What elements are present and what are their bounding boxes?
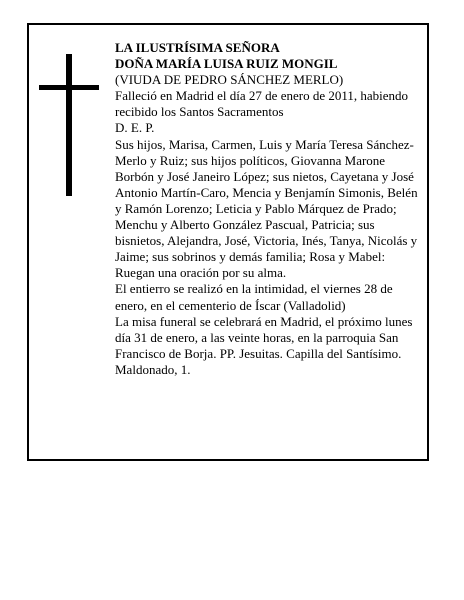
widow-of-line: (VIUDA DE PEDRO SÁNCHEZ MERLO) — [115, 72, 344, 88]
cross-horizontal-bar — [39, 85, 99, 90]
rip-line: D. E. P. — [115, 120, 155, 136]
cross-icon — [39, 54, 99, 196]
deceased-name: DOÑA MARÍA LUISA RUIZ MONGIL — [115, 56, 338, 72]
cross-vertical-bar — [66, 54, 72, 196]
death-info: Falleció en Madrid el día 27 de enero de 2011, habiendo recibido los Santos Sacramentos — [115, 88, 409, 120]
funeral-mass-info: La misa funeral se celebrará en Madrid, el próximo lunes día 31 de enero, a las veinte horas, en la parroquia San Francisco de Borja. PP. Jesuitas. Capilla del Santísimo. Maldonado, 1. — [115, 313, 413, 377]
obituary-notice — [27, 23, 429, 461]
notice-text — [115, 40, 421, 378]
prayer-request: Ruegan una oración por su alma. — [115, 265, 287, 281]
family-list: Sus hijos, Marisa, Carmen, Luis y María Teresa Sánchez-Merlo y Ruiz; sus hijos políticos, Giovanna Marone Borbón y José Janeiro López; sus nietos, Cayetana y José Antonio Martín-Caro, Mencia y Benjamín Simonis, Belén y Ramón Lorenzo; Leticia y Pablo Márquez de Prado; Menchu y Alberto González Pascual, Patricia; sus bisnietos, Alejandra, José, Victoria, Inés, Tanya, Nicolás y Jaime; sus sobrinos y demás familia; Rosa y Mabel: — [115, 136, 418, 265]
burial-info: El entierro se realizó en la intimidad, el viernes 28 de enero, en el cementerio de Íscar (Valladolid) — [115, 281, 393, 313]
honorific-title: LA ILUSTRÍSIMA SEÑORA — [115, 40, 280, 55]
